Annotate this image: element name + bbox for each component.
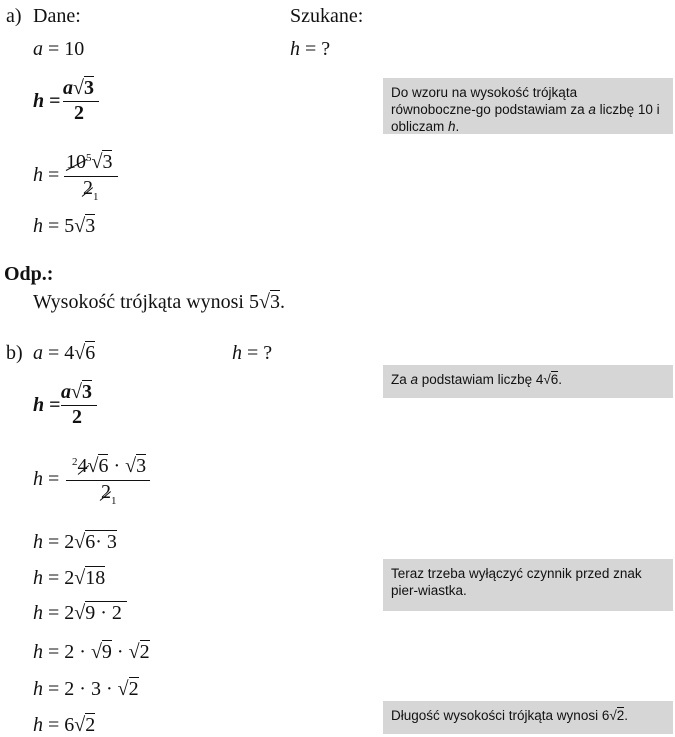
part-b-label: b) <box>6 342 23 364</box>
answer-heading: Odp.: <box>4 263 54 285</box>
result-a: h = 5√3 <box>33 215 96 237</box>
sub-b-numerator: $^2$4√6 · √3 <box>72 455 147 477</box>
given-heading: Dane: <box>33 5 81 27</box>
formula-a-numerator: a√3 <box>63 77 94 99</box>
formula-b-lhs: h = <box>33 394 61 416</box>
sub-b-lhs: h = <box>33 468 60 490</box>
sub-b-denominator: $2_1$ <box>101 481 117 507</box>
part-a-label: a) <box>6 5 22 27</box>
step-b-6: h = 6√2 <box>33 714 96 736</box>
sub-a-numerator: $10^5√3$ <box>66 151 113 173</box>
note-a: Do wzoru na wysokość trójkąta równoboczne-go podstawiam za a liczbę 10 i obliczam h. <box>383 78 673 134</box>
sought-heading: Szukane: <box>290 5 364 27</box>
formula-b-numerator: a√3 <box>61 381 92 403</box>
note-b3: Długość wysokości trójkąta wynosi 6√2. <box>383 701 673 734</box>
sought-value-a: h = ? <box>290 38 331 60</box>
note-b1: Za a podstawiam liczbę 4√6. <box>383 365 673 398</box>
given-value-b: a = 4√6 <box>33 342 96 364</box>
formula-a-denominator: 2 <box>74 102 84 124</box>
given-value-a: a = 10 <box>33 38 85 60</box>
step-b-1: h = 2√6· 3 <box>33 531 117 553</box>
formula-a-lhs: h = <box>33 90 61 112</box>
step-b-3: h = 2√9 · 2 <box>33 602 127 624</box>
note-b2: Teraz trzeba wyłączyć czynnik przed znak pier-wiastka. <box>383 559 673 611</box>
sub-a-lhs: h = <box>33 164 60 186</box>
step-b-4: h = 2 · √9 · √2 <box>33 641 150 663</box>
step-b-2: h = 2√18 <box>33 567 106 589</box>
sought-value-b: h = ? <box>232 342 273 364</box>
step-b-5: h = 2 · 3 · √2 <box>33 678 139 700</box>
answer-text: Wysokość trójkąta wynosi 5√3. <box>33 291 285 313</box>
sub-a-denominator: $2_1$ <box>83 177 99 203</box>
formula-b-denominator: 2 <box>72 406 82 428</box>
